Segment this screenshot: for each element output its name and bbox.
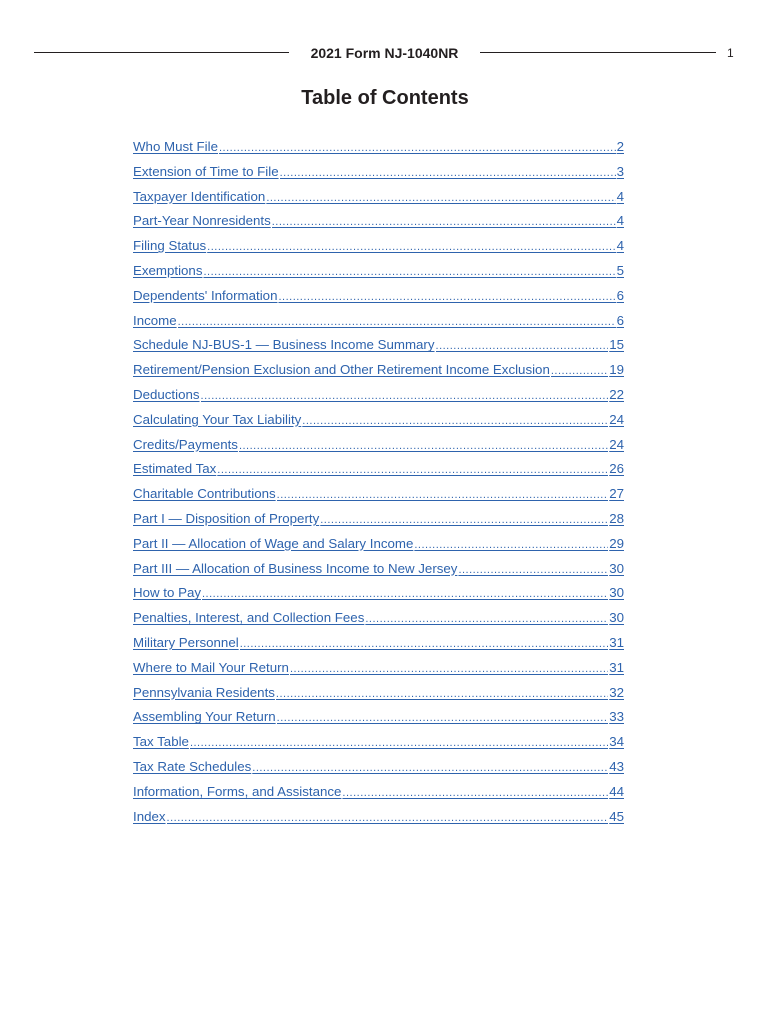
toc-entry-label: Assembling Your Return <box>133 709 276 725</box>
toc-entry-label: How to Pay <box>133 585 201 601</box>
toc-entry-page-number: 28 <box>609 510 624 526</box>
toc-dot-leader <box>436 336 609 356</box>
toc-entry-link[interactable] <box>133 732 624 757</box>
toc-entry-page-number: 44 <box>609 783 624 799</box>
toc-entry-link[interactable] <box>133 162 624 187</box>
toc-entry-label: Part II — Allocation of Wage and Salary Income <box>133 535 414 551</box>
toc-entry-label: Part I — Disposition of Property <box>133 510 320 526</box>
toc-entry-link[interactable] <box>133 608 624 633</box>
toc-entry-page-number: 5 <box>616 262 624 278</box>
toc-entry-link[interactable] <box>133 236 624 261</box>
toc-entry-page-number: 4 <box>616 213 624 229</box>
toc-entry-link[interactable] <box>133 459 624 484</box>
toc-dot-leader <box>190 733 608 753</box>
toc-entry-page-number: 6 <box>616 312 624 328</box>
toc-title: Table of Contents <box>301 87 469 109</box>
toc-entry-link[interactable] <box>133 410 624 435</box>
header-rule-left <box>34 52 289 53</box>
toc-entry-link[interactable] <box>133 658 624 683</box>
toc-entry-page-number: 29 <box>609 535 624 551</box>
toc-entry-label: Charitable Contributions <box>133 486 276 502</box>
toc-entry-label: Calculating Your Tax Liability <box>133 411 302 427</box>
toc-dot-leader <box>272 212 616 232</box>
toc-entry-link[interactable] <box>133 187 624 212</box>
toc-entry-page-number: 4 <box>616 188 624 204</box>
toc-entry-label: Part III — Allocation of Business Income to New Jersey <box>133 560 458 576</box>
toc-entry-page-number: 3 <box>616 163 624 179</box>
toc-entry-page-number: 30 <box>609 610 624 626</box>
toc-dot-leader <box>276 684 608 704</box>
toc-entry-label: Exemptions <box>133 262 203 278</box>
toc-entry-label: Where to Mail Your Return <box>133 659 289 675</box>
toc-entry-label: Tax Rate Schedules <box>133 758 252 774</box>
toc-dot-leader <box>458 560 608 580</box>
toc-entry-label: Military Personnel <box>133 634 239 650</box>
toc-entry-page-number: 26 <box>609 461 624 477</box>
toc-entry-page-number: 24 <box>609 436 624 452</box>
toc-dot-leader <box>252 758 608 778</box>
page-header <box>34 43 716 63</box>
toc-dot-leader <box>178 312 616 332</box>
toc-entry-link[interactable] <box>133 633 624 658</box>
toc-entry-page-number: 31 <box>609 634 624 650</box>
toc-dot-leader <box>217 460 608 480</box>
toc-dot-leader <box>320 510 608 530</box>
toc-dot-leader <box>278 287 615 307</box>
toc-entry-link[interactable] <box>133 559 624 584</box>
toc-entry-page-number: 19 <box>609 362 624 378</box>
toc-entry-link[interactable] <box>133 509 624 534</box>
toc-entry-label: Index <box>133 808 166 824</box>
toc-entry-page-number: 30 <box>609 585 624 601</box>
toc-entry-label: Estimated Tax <box>133 461 217 477</box>
toc-dot-leader <box>202 584 608 604</box>
toc-entry-label: Income <box>133 312 177 328</box>
toc-entry-label: Deductions <box>133 386 200 402</box>
toc-entry-page-number: 24 <box>609 411 624 427</box>
toc-entry-link[interactable] <box>133 484 624 509</box>
toc-entry-page-number: 30 <box>609 560 624 576</box>
toc-entry-link[interactable] <box>133 286 624 311</box>
toc-dot-leader <box>414 535 608 555</box>
toc-entry-page-number: 43 <box>609 758 624 774</box>
toc-entry-label: Dependents' Information <box>133 287 278 303</box>
toc-dot-leader <box>239 436 608 456</box>
toc-entry-page-number: 22 <box>609 386 624 402</box>
toc-dot-leader <box>201 386 609 406</box>
toc-entry-label: Taxpayer Identification <box>133 188 266 204</box>
page-number: 1 <box>727 46 734 60</box>
toc-dot-leader <box>240 634 609 654</box>
toc-entry-page-number: 32 <box>609 684 624 700</box>
toc-entry-label: Retirement/Pension Exclusion and Other Retirement Income Exclusion <box>133 362 550 378</box>
toc-entry-page-number: 6 <box>616 287 624 303</box>
toc-entry-link[interactable] <box>133 707 624 732</box>
toc-entry-link[interactable] <box>133 807 624 832</box>
toc-entry-label: Pennsylvania Residents <box>133 684 275 700</box>
toc-entry-page-number: 27 <box>609 486 624 502</box>
toc-entry-link[interactable] <box>133 435 624 460</box>
toc-entry-link[interactable] <box>133 335 624 360</box>
toc-dot-leader <box>167 808 609 828</box>
toc-entry-page-number: 33 <box>609 709 624 725</box>
toc-entry-link[interactable] <box>133 757 624 782</box>
toc-list <box>133 137 624 831</box>
toc-entry-link[interactable] <box>133 534 624 559</box>
toc-entry-label: Who Must File <box>133 139 218 154</box>
header-rule-right <box>480 52 716 53</box>
toc-entry-label: Penalties, Interest, and Collection Fees <box>133 610 365 626</box>
toc-entry-label: Filing Status <box>133 238 207 254</box>
toc-entry-label: Tax Table <box>133 734 189 750</box>
toc-dot-leader <box>219 138 616 158</box>
toc-dot-leader <box>203 262 615 282</box>
toc-entry-page-number: 34 <box>609 734 624 750</box>
toc-dot-leader <box>207 237 615 257</box>
toc-entry-label: Credits/Payments <box>133 436 238 452</box>
toc-dot-leader <box>342 783 608 803</box>
toc-entry-label: Part-Year Nonresidents <box>133 213 271 229</box>
toc-entry-link[interactable] <box>133 211 624 236</box>
toc-entry-link[interactable] <box>133 683 624 708</box>
toc-entry-link[interactable] <box>133 385 624 410</box>
toc-entry-link[interactable] <box>133 782 624 807</box>
toc-dot-leader <box>290 659 608 679</box>
toc-entry-page-number: 4 <box>616 238 624 254</box>
toc-dot-leader <box>277 708 609 728</box>
toc-dot-leader <box>280 163 616 183</box>
toc-entry-link[interactable] <box>133 137 624 162</box>
form-title: 2021 Form NJ-1040NR <box>310 45 459 61</box>
toc-entry-link[interactable] <box>133 261 624 286</box>
toc-dot-leader <box>365 609 608 629</box>
toc-entry-page-number: 15 <box>609 337 624 353</box>
toc-dot-leader <box>551 361 608 381</box>
toc-dot-leader <box>277 485 609 505</box>
toc-entry-page-number: 2 <box>616 139 624 154</box>
toc-entry-link[interactable] <box>133 583 624 608</box>
toc-entry-label: Extension of Time to File <box>133 163 279 179</box>
toc-entry-link[interactable] <box>133 311 624 336</box>
toc-dot-leader <box>302 411 608 431</box>
toc-entry-page-number: 31 <box>609 659 624 675</box>
toc-entry-link[interactable] <box>133 360 624 385</box>
toc-dot-leader <box>266 188 615 208</box>
toc-entry-label: Information, Forms, and Assistance <box>133 783 342 799</box>
toc-entry-page-number: 45 <box>609 808 624 824</box>
toc-entry-label: Schedule NJ-BUS-1 — Business Income Summary <box>133 337 435 353</box>
